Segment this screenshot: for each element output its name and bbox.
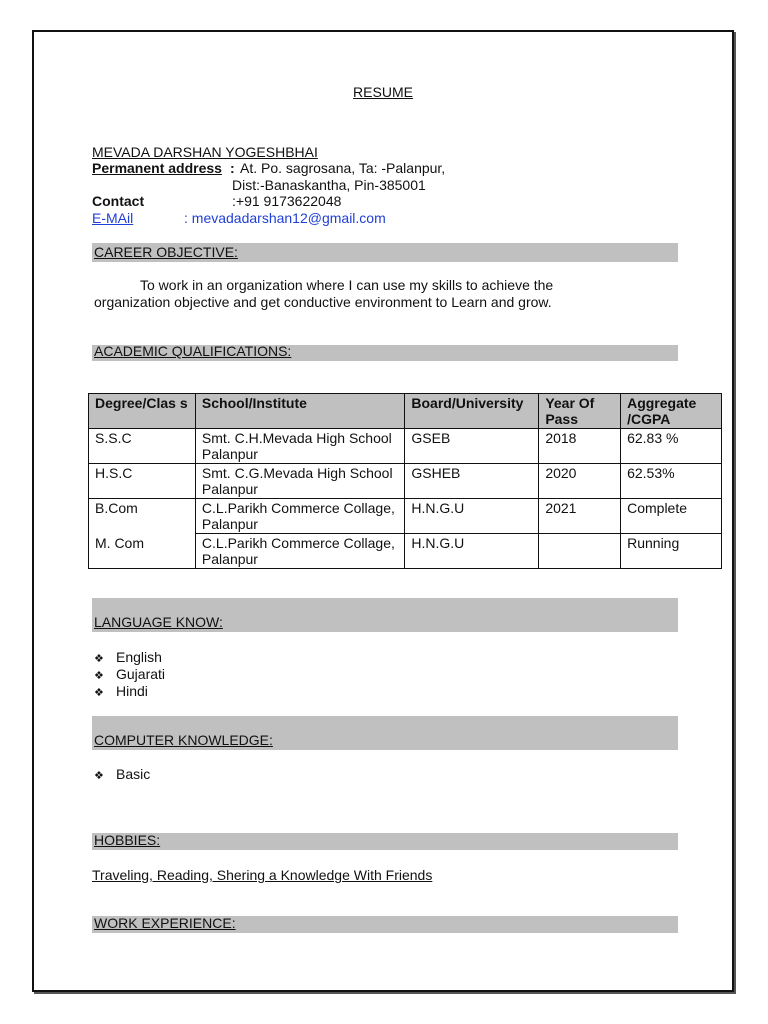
address-colon: :: [230, 160, 235, 176]
cell-school: C.L.Parikh Commerce Collage, Palanpur: [195, 499, 404, 534]
cell-year: 2020: [539, 464, 621, 499]
page-title: RESUME: [353, 84, 413, 100]
email-label: E-MAil: [92, 210, 134, 226]
cell-board: H.N.G.U: [405, 534, 539, 569]
academic-table: [88, 393, 722, 569]
career-objective-line-2: organization objective and get conductive environment to Learn and grow.: [94, 294, 552, 310]
cell-aggregate: 62.53%: [621, 464, 722, 499]
address-label: Permanent address: [92, 160, 222, 176]
cell-degree: S.S.C: [89, 429, 196, 464]
bullet-icon: ❖: [94, 687, 104, 699]
bullet-icon: ❖: [94, 670, 104, 682]
contact-label: Contact: [92, 193, 145, 209]
header-school: School/Institute: [195, 394, 404, 429]
career-objective-heading: CAREER OBJECTIVE:: [92, 243, 678, 262]
language-heading: LANGUAGE KNOW:: [92, 598, 678, 632]
cell-board: GSEB: [405, 429, 539, 464]
cell-degree: M. Com: [89, 534, 196, 569]
list-item: ❖ Gujarati: [94, 666, 165, 683]
cell-aggregate: Complete: [621, 499, 722, 534]
list-item: ❖ English: [94, 649, 165, 666]
list-item: ❖ Basic: [94, 766, 150, 783]
cell-year: [539, 534, 621, 569]
career-objective-line-1: To work in an organization where I can use my skills to achieve the: [140, 277, 554, 293]
cell-year: 2018: [539, 429, 621, 464]
cell-degree: B.Com: [89, 499, 196, 534]
work-experience-heading: WORK EXPERIENCE:: [92, 916, 678, 933]
computer-heading: COMPUTER KNOWLEDGE:: [92, 716, 678, 750]
table-header-row: [89, 394, 722, 429]
table-row: [89, 534, 722, 569]
career-objective-text: [94, 277, 684, 311]
cell-school: Smt. C.G.Mevada High School Palanpur: [195, 464, 404, 499]
candidate-name: MEVADA DARSHAN YOGESHBHAI: [92, 144, 318, 160]
cell-year: 2021: [539, 499, 621, 534]
cell-aggregate: Running: [621, 534, 722, 569]
address-line-1: At. Po. sagrosana, Ta: -Palanpur,: [240, 160, 446, 176]
academic-heading: ACADEMIC QUALIFICATIONS:: [92, 345, 678, 361]
resume-page: [32, 30, 734, 992]
cell-degree: H.S.C: [89, 464, 196, 499]
cell-board: H.N.G.U: [405, 499, 539, 534]
language-list: [94, 649, 165, 700]
cell-board: GSHEB: [405, 464, 539, 499]
table-row: [89, 499, 722, 534]
table-row: [89, 464, 722, 499]
cell-school: Smt. C.H.Mevada High School Palanpur: [195, 429, 404, 464]
header-aggregate: Aggregate /CGPA: [621, 394, 722, 429]
hobbies-heading: HOBBIES:: [92, 833, 678, 850]
hobbies-text: Traveling, Reading, Shering a Knowledge With Friends: [92, 867, 433, 883]
cell-aggregate: 62.83 %: [621, 429, 722, 464]
table-row: [89, 429, 722, 464]
cell-school: C.L.Parikh Commerce Collage, Palanpur: [195, 534, 404, 569]
header-board: Board/University: [405, 394, 539, 429]
header-degree: Degree/Clas s: [89, 394, 196, 429]
address-line-2: Dist:-Banaskantha, Pin-385001: [232, 177, 426, 193]
header-year: Year Of Pass: [539, 394, 621, 429]
contact-value: :+91 9173622048: [232, 193, 342, 209]
bullet-icon: ❖: [94, 770, 104, 782]
computer-list: [94, 766, 150, 783]
bullet-icon: ❖: [94, 653, 104, 665]
email-link[interactable]: : mevadadarshan12@gmail.com: [184, 210, 386, 226]
list-item: ❖ Hindi: [94, 683, 165, 700]
